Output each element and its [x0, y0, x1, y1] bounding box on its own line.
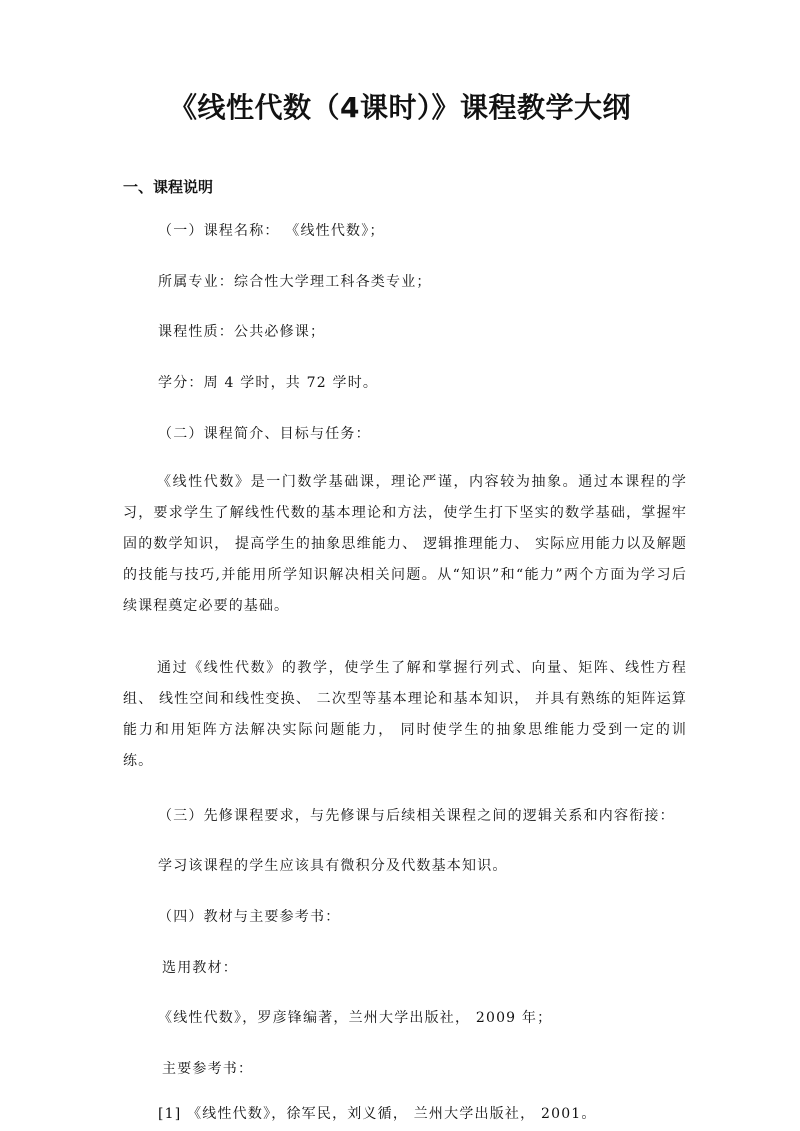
reference-item: [1] 《线性代数》，徐军民，刘义循， 兰州大学出版社， 2001。 — [158, 1106, 597, 1122]
course-name-line: （一）课程名称： 《线性代数》； — [158, 223, 385, 239]
major-line: 所属专业：综合性大学理工科各类专业； — [158, 274, 432, 290]
references-label: 主要参考书： — [162, 1061, 254, 1077]
prerequisite-subheading: （三）先修课程要求，与先修课与后续相关课程之间的逻辑关系和内容衔接： — [158, 808, 675, 824]
course-nature-line: 课程性质：公共必修课； — [158, 324, 326, 340]
page-title: 《线性代数（4课时）》课程教学大纲 — [169, 91, 631, 124]
prerequisite-text: 学习该课程的学生应该具有微积分及代数基本知识。 — [158, 858, 508, 874]
intro-subheading: （二）课程简介、目标与任务： — [158, 426, 371, 442]
selected-textbook: 《线性代数》，罗彦锋编著，兰州大学出版社， 2009 年； — [158, 1010, 553, 1026]
intro-paragraph-2: 通过《线性代数》的教学，使学生了解和掌握行列式、向量、矩阵、线性方程组、 线性空间和线性变换、 二次型等基本理论和基本知识， 并具有熟练的矩阵运算能力和用矩阵方法解决实际问题能力， 同时使学生的抽象思维能力受到一定的训练。 — [123, 660, 687, 769]
section-heading: 一、课程说明 — [123, 178, 214, 196]
selected-textbook-label: 选用教材： — [162, 960, 238, 976]
intro-paragraph-1: 《线性代数》是一门数学基础课，理论严谨，内容较为抽象。通过本课程的学习，要求学生了解线性代数的基本理论和方法，使学生打下坚实的数学基础，掌握牢固的数学知识， 提高学生的抽象思维能力、 逻辑推理能力、 实际应用能力以及解题的技能与技巧,并能用所学知识解决相关问题。从“知识”和“能力”两个方面为学习后续课程奠定必要的基础。 — [123, 474, 687, 614]
credits-line: 学分：周 4 学时，共 72 学时。 — [158, 375, 379, 391]
textbook-subheading: （四）教材与主要参考书： — [158, 909, 341, 925]
